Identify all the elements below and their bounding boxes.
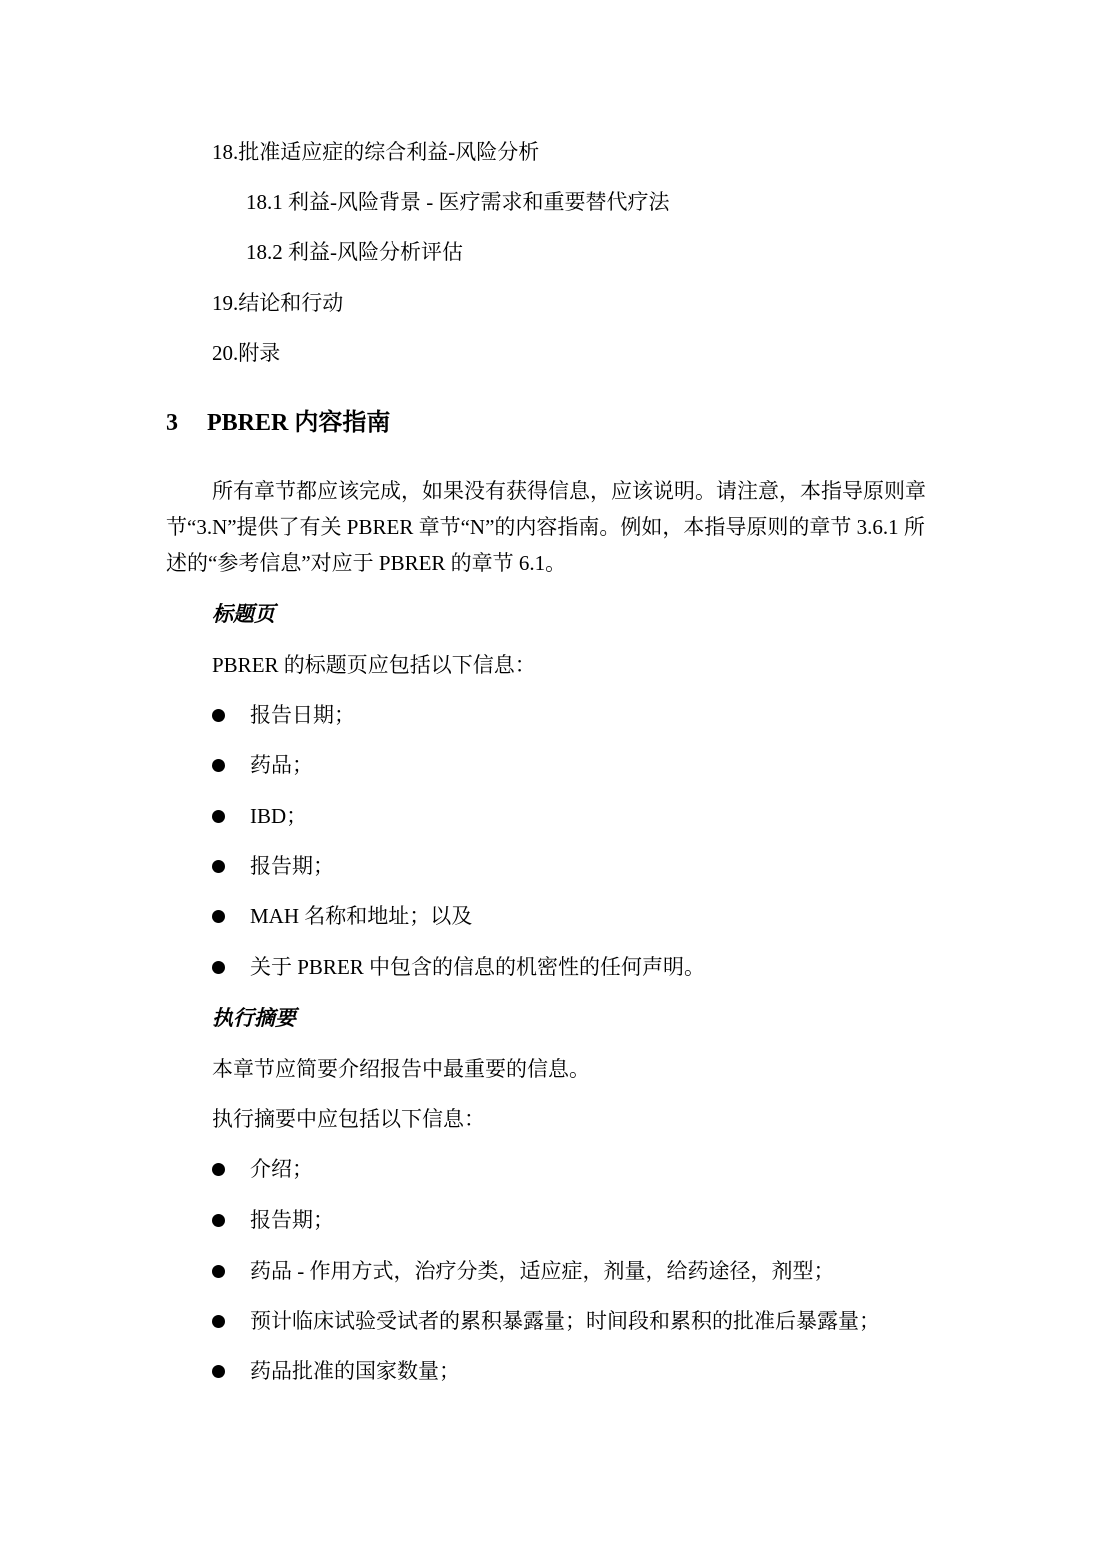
title-page-text: PBRER 的标题页应包括以下信息：	[212, 653, 536, 677]
list-item: 报告日期；	[212, 701, 355, 729]
list-item: 预计临床试验受试者的累积暴露量；时间段和累积的批准后暴露量；	[212, 1307, 880, 1335]
toc-item-18-2: 18.2 利益-风险分析评估	[246, 240, 463, 264]
bullet-icon	[212, 1265, 225, 1278]
bullet-icon	[212, 1315, 225, 1328]
bullet-icon	[212, 1163, 225, 1176]
section-title: PBRER 内容指南	[207, 410, 391, 436]
list-item: 报告期；	[212, 1206, 334, 1234]
exec-summary-text-2: 执行摘要中应包括以下信息：	[212, 1107, 485, 1131]
list-item: 报告期；	[212, 852, 334, 880]
section-heading	[166, 408, 390, 438]
toc-item-18-1: 18.1 利益-风险背景 - 医疗需求和重要替代疗法	[246, 190, 670, 214]
toc-item-19: 19.结论和行动	[212, 291, 344, 315]
intro-text: 所有章节都应该完成，如果没有获得信息，应该说明。请注意，本指导原则章节“3.N”提供了有关 PBRER 章节“N”的内容指南。例如，本指导原则的章节 3.6.1 所述的“参考信息”对应于 PBRER 的章节 6.1。	[166, 479, 926, 575]
title-page-heading: 标题页	[212, 602, 275, 626]
bullet-icon	[212, 910, 225, 923]
toc-item-18: 18.批准适应症的综合利益-风险分析	[212, 140, 540, 164]
bullet-icon	[212, 759, 225, 772]
bullet-icon	[212, 1365, 225, 1378]
bullet-icon	[212, 961, 225, 974]
bullet-icon	[212, 1214, 225, 1227]
list-item: 药品 - 作用方式，治疗分类，适应症，剂量，给药途径，剂型；	[212, 1257, 835, 1285]
intro-paragraph	[166, 473, 926, 581]
list-item: IBD；	[212, 802, 307, 830]
bullet-icon	[212, 860, 225, 873]
section-number: 3	[166, 410, 178, 436]
list-item: 药品批准的国家数量；	[212, 1357, 460, 1385]
list-item: MAH 名称和地址；以及	[212, 902, 472, 930]
bullet-icon	[212, 709, 225, 722]
toc-item-20: 20.附录	[212, 341, 281, 365]
bullet-icon	[212, 810, 225, 823]
list-item: 关于 PBRER 中包含的信息的机密性的任何声明。	[212, 953, 705, 981]
list-item: 介绍；	[212, 1155, 313, 1183]
exec-summary-text-1: 本章节应简要介绍报告中最重要的信息。	[212, 1057, 590, 1081]
list-item: 药品；	[212, 751, 313, 779]
exec-summary-heading: 执行摘要	[212, 1006, 296, 1030]
